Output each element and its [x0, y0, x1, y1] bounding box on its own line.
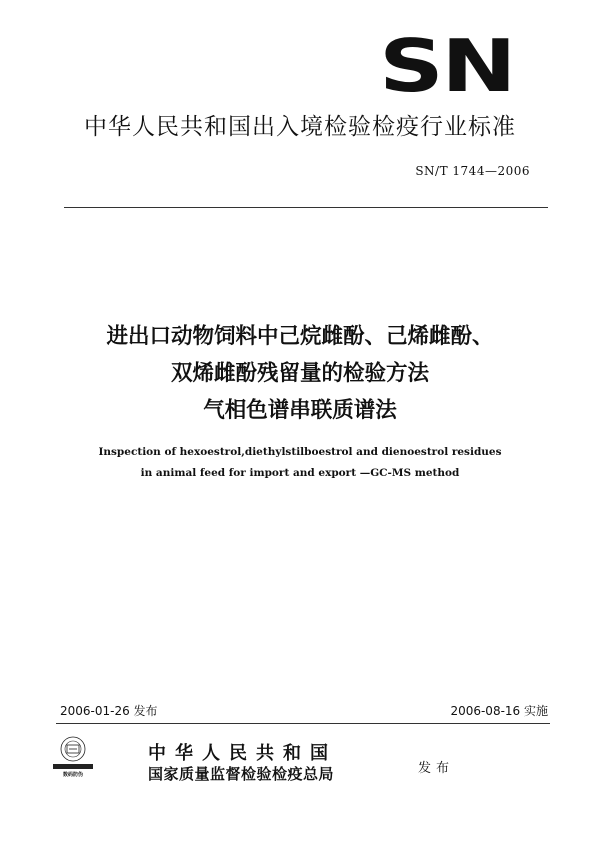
issuing-authority — [148, 744, 337, 784]
standard-code: SN/T 1744—2006 — [415, 164, 530, 178]
publish-label: 发布 — [418, 761, 455, 776]
date-row — [60, 702, 548, 719]
anti-counterfeit-seal-icon — [50, 735, 96, 775]
sn-logo: SN — [378, 24, 514, 108]
english-title — [0, 442, 600, 484]
chinese-title-line-1: 进出口动物饲料中己烷雌酚、己烯雌酚、 — [106, 324, 494, 349]
chinese-title-line-3: 气相色谱串联质谱法 — [203, 398, 397, 423]
english-title-line-1: Inspection of hexoestrol,diethylstilboestrol and dienoestrol residues — [98, 446, 502, 458]
english-title-line-2: in animal feed for import and export —GC-MS method — [140, 467, 460, 479]
issuer-line-2: 国家质量监督检验检疫总局 — [148, 765, 335, 783]
header-divider — [64, 207, 548, 208]
issuer-line-1: 中华人民共和国 — [148, 743, 337, 764]
implementation-date: 2006-08-16 实施 — [450, 704, 548, 718]
seal-caption: 数码防伪 — [62, 772, 83, 778]
chinese-title — [0, 318, 600, 429]
footer-divider — [56, 723, 550, 724]
issuer-header: 中华人民共和国出入境检验检疫行业标准 — [84, 114, 516, 140]
chinese-title-line-2: 双烯雌酚残留量的检验方法 — [170, 361, 429, 386]
issue-date: 2006-01-26 发布 — [60, 704, 158, 718]
